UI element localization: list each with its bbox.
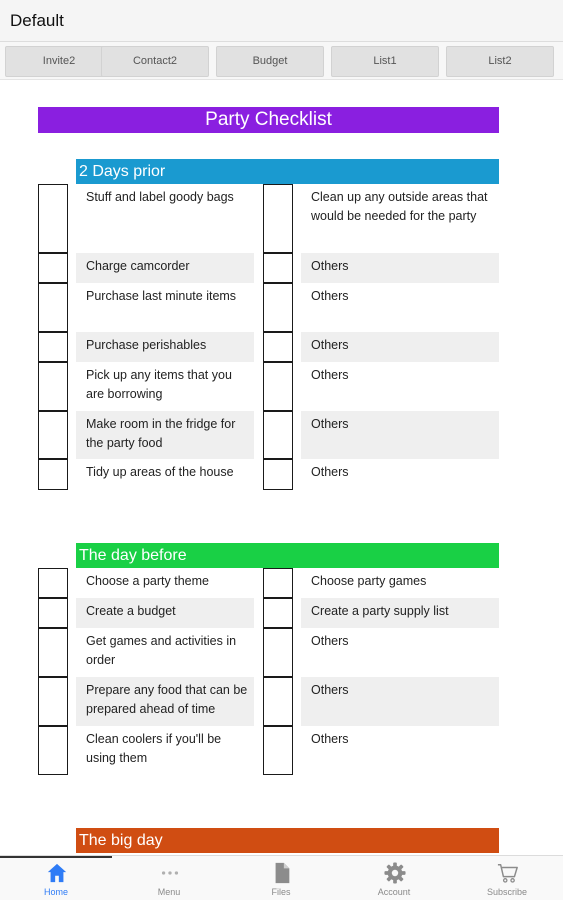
nav-label: Home bbox=[43, 887, 68, 897]
tab-list1[interactable]: List1 bbox=[331, 46, 439, 77]
checklist-row bbox=[38, 628, 499, 677]
file-icon bbox=[271, 862, 293, 884]
checkbox[interactable] bbox=[263, 411, 293, 459]
checkbox[interactable] bbox=[263, 677, 293, 726]
checkbox[interactable] bbox=[38, 332, 68, 362]
checkbox[interactable] bbox=[38, 253, 68, 283]
checkbox[interactable] bbox=[38, 677, 68, 726]
checklist-row bbox=[38, 332, 499, 362]
task-text: Choose a party theme bbox=[86, 574, 209, 588]
tab-list2[interactable]: List2 bbox=[446, 46, 554, 77]
checkbox[interactable] bbox=[263, 726, 293, 775]
checkbox[interactable] bbox=[263, 332, 293, 362]
tab-budget[interactable]: Budget bbox=[216, 46, 324, 77]
sheet-tab-bar bbox=[0, 42, 563, 80]
checklist-row bbox=[38, 362, 499, 411]
task-text: Charge camcorder bbox=[76, 253, 254, 283]
checklist-row bbox=[38, 677, 499, 726]
tab-contact2[interactable]: Contact2 bbox=[101, 46, 209, 77]
checklist-row bbox=[38, 411, 499, 459]
section-header-the-day-before: The day before bbox=[76, 543, 499, 568]
bottom-navigation bbox=[0, 855, 563, 900]
checkbox[interactable] bbox=[38, 459, 68, 490]
task-text: Others bbox=[301, 677, 499, 726]
section-header-2-days-prior: 2 Days prior bbox=[76, 159, 499, 184]
task-text: Others bbox=[311, 368, 349, 382]
task-text: Tidy up areas of the house bbox=[86, 465, 234, 479]
nav-menu[interactable] bbox=[113, 856, 225, 900]
checklist-row bbox=[38, 598, 499, 628]
checklist-row bbox=[38, 459, 499, 490]
checklist-row bbox=[38, 726, 499, 775]
task-text: Others bbox=[301, 332, 499, 362]
nav-label: Files bbox=[271, 887, 291, 897]
checkbox[interactable] bbox=[263, 568, 293, 598]
task-text: Clean up any outside areas that would be needed for the party bbox=[311, 190, 488, 223]
task-text: Purchase last minute items bbox=[86, 289, 237, 303]
checkbox[interactable] bbox=[38, 283, 68, 332]
nav-subscribe[interactable] bbox=[451, 856, 563, 900]
checkbox[interactable] bbox=[38, 568, 68, 598]
nav-account[interactable] bbox=[338, 856, 450, 900]
checklist-row bbox=[38, 568, 499, 598]
section-header-the-big-day: The big day bbox=[76, 828, 499, 853]
checklist-row bbox=[38, 184, 499, 253]
sheet-content[interactable] bbox=[0, 81, 563, 855]
checklist-row bbox=[38, 283, 499, 332]
checkbox[interactable] bbox=[38, 411, 68, 459]
nav-label: Subscribe bbox=[486, 887, 528, 897]
nav-label: Menu bbox=[157, 887, 181, 897]
window-title: Default bbox=[10, 11, 64, 30]
task-text: Get games and activities in order bbox=[86, 634, 237, 667]
checkbox[interactable] bbox=[263, 628, 293, 677]
cart-icon bbox=[497, 862, 519, 884]
more-dots-icon bbox=[159, 862, 181, 884]
gear-icon bbox=[384, 862, 406, 884]
home-icon bbox=[46, 862, 68, 884]
checkbox[interactable] bbox=[38, 362, 68, 411]
checkbox[interactable] bbox=[38, 726, 68, 775]
task-text: Prepare any food that can be prepared ahead of time bbox=[76, 677, 254, 726]
checkbox[interactable] bbox=[38, 628, 68, 677]
task-text: Create a budget bbox=[76, 598, 254, 628]
task-text: Others bbox=[311, 732, 349, 746]
nav-label: Account bbox=[377, 887, 411, 897]
task-text: Clean coolers if you'll be using them bbox=[86, 732, 222, 765]
nav-files[interactable] bbox=[225, 856, 337, 900]
checkbox[interactable] bbox=[38, 598, 68, 628]
task-text: Stuff and label goody bags bbox=[86, 190, 234, 204]
checklist-row bbox=[38, 253, 499, 283]
checkbox[interactable] bbox=[38, 184, 68, 253]
task-text: Others bbox=[311, 289, 349, 303]
checkbox[interactable] bbox=[263, 184, 293, 253]
tab-invite2[interactable]: Invite2 bbox=[5, 46, 113, 77]
nav-home[interactable] bbox=[0, 856, 112, 900]
checkbox[interactable] bbox=[263, 253, 293, 283]
task-text: Others bbox=[301, 411, 499, 459]
task-text: Others bbox=[311, 465, 349, 479]
task-text: Choose party games bbox=[311, 574, 427, 588]
task-text: Create a party supply list bbox=[301, 598, 499, 628]
checkbox[interactable] bbox=[263, 459, 293, 490]
page-title: Party Checklist bbox=[38, 107, 499, 133]
checkbox[interactable] bbox=[263, 362, 293, 411]
task-text: Purchase perishables bbox=[76, 332, 254, 362]
task-text: Others bbox=[311, 634, 349, 648]
checkbox[interactable] bbox=[263, 283, 293, 332]
task-text: Pick up any items that you are borrowing bbox=[86, 368, 232, 401]
task-text: Make room in the fridge for the party food bbox=[76, 411, 254, 459]
title-bar bbox=[0, 0, 563, 42]
task-text: Others bbox=[301, 253, 499, 283]
checkbox[interactable] bbox=[263, 598, 293, 628]
